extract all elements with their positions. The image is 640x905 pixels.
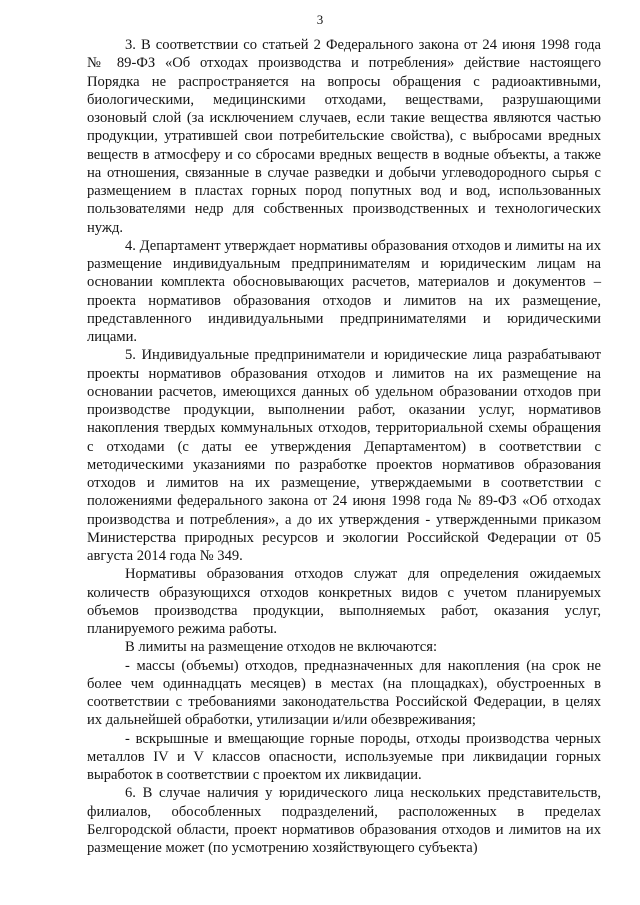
paragraph-standards-purpose: Нормативы образования отходов служат для определения ожидаемых количеств образующихся отходов конкретных видов с учетом планируемых объемов производства продукции, выполняемых работ, оказания услуг, планируемого режима работы.	[87, 566, 601, 637]
paragraph-limits-exclusions-intro: В лимиты на размещение отходов не включаются:	[125, 639, 438, 656]
paragraph-item-5: 5. Индивидуальные предприниматели и юридические лица разрабатывают проекты нормативов образования отходов и лимитов на их размещение на основании расчетов, имеющихся данных об удельном образовании отходов при производстве продукции, выполнении работ, оказании услуг, нормативов накопления твердых коммунальных отходов, территориальной схемы обращения с отходами (с даты ее утверждения Департаментом) в соответствии с методическими указаниями по разработке проектов нормативов образования отходов и лимитов на их размещение, утверждаемыми в соответствии с положениями федерального закона от 24 июня 1998 года № 89-ФЗ «Об отходах производства и потребления», а до их утверждения - утвержденными приказом Министерства природных ресурсов и экологии Российской Федерации от 05 августа 2014 года № 349.	[87, 347, 601, 564]
document-body	[87, 36, 601, 857]
paragraph-item-6: 6. В случае наличия у юридического лица нескольких представительств, филиалов, обособленных подразделений, расположенных в пределах Белгородской области, проект нормативов образования отходов и лимитов на их размещение может (по усмотрению хозяйствующего субъекта)	[87, 785, 601, 856]
paragraph-item-4: 4. Департамент утверждает нормативы образования отходов и лимиты на их размещение индивидуальным предпринимателям и юридическим лицам на основании комплекта обосновывающих расчетов, материалов и документов – проекта нормативов образования отходов и лимитов на их размещение, представленного индивидуальными предпринимателями и юридическими лицами.	[87, 237, 601, 345]
list-item-exclusion-storage: - массы (объемы) отходов, предназначенных для накопления (на срок не более чем одиннадцать месяцев) в местах (на площадках), обустроенных в соответствии с требованиями законодательства Российской Федерации, в целях их дальнейшей обработки, утилизации и/или обезвреживания;	[87, 657, 601, 729]
paragraph-item-3: 3. В соответствии со статьей 2 Федерального закона от 24 июня 1998 года № 89-ФЗ «Об отходах производства и потребления» действие настоящего Порядка не распространяется на вопросы обращения с радиоактивными, биологическими, медицинскими отходами, веществами, разрушающими озоновый слой (за исключением случаев, если такие вещества являются частью продукции, утратившей свои потребительские свойства), с выбросами вредных веществ в атмосферу и со сбросами вредных веществ в водные объекты, а также на отношения, связанные в случае разведки и добычи углеводородного сырья с размещением в пластах горных пород попутных вод и вод, использованных пользователями недр для собственных производственных и технологических нужд.	[87, 37, 601, 236]
page-number: 3	[316, 12, 324, 27]
list-item-exclusion-rock: - вскрышные и вмещающие горные породы, отходы производства черных металлов IV и V классов опасности, используемые при ликвидации горных выработок в соответствии с проектом их ликвидации.	[87, 730, 601, 783]
